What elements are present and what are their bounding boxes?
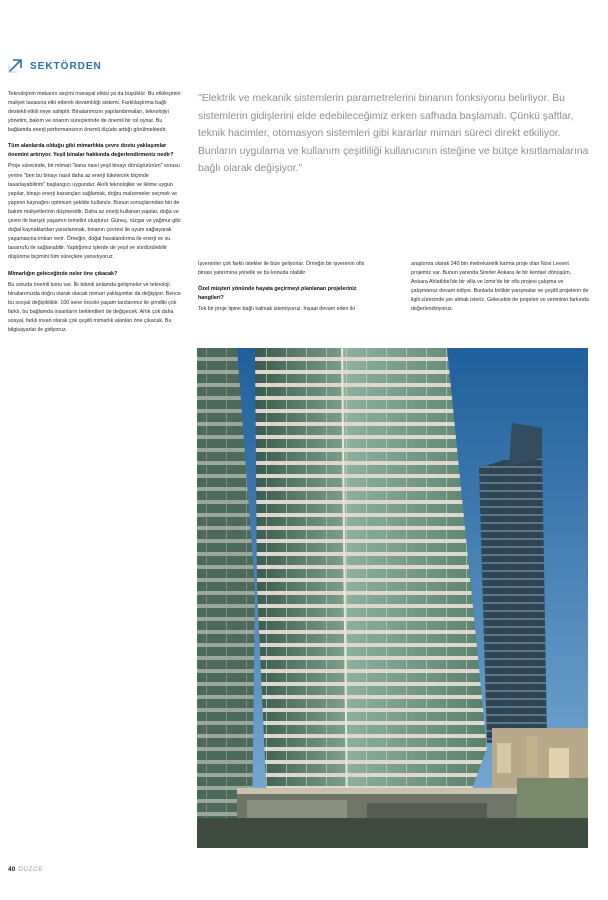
skyscraper-illustration: [197, 348, 588, 848]
question-heading: Mimarlığın geleceğinde neler öne çıkacak?: [8, 270, 118, 277]
page-footer: [8, 866, 43, 873]
paragraph: Proje sürecinde, bir mimari "bana nasıl yeşil binayı dönüştürürüm" sorusu yerine "ben bu binayı nasıl daha az enerji tüketecek biçimde tasarlayabilirim" başlangıcı uygundur. Akıllı teknolojiler ve iklime uygun yapılar, binayı enerji kazançları sağlamak, doğru malzemeler seçmek ve yapının kaynağını optimum şekilde kullanılır. Bunun sonuçlarından biri de bakım maliyetlerinin düşmesidir. Daha az enerji kullanan yapılar, doğa ve çevre ile barışık yaşamın temelini oluşturur. Güneş, rüzgar ve yağmur gibi doğal kaynaklardan yararlanmak, binanın çevresi ile uyum sağlayarak yaşamasına imkan verir. Örneğin, doğal havalandırma ile enerji ve su tasarrufu ile sağlanabilir. Yaptığımız işlerde de yeşil ve sürdürülebilir düşünme biçimini tüm süreçlere yansıtıyoruz.: [8, 163, 181, 261]
paragraph: İşverenler çok farklı istekler ile bize geliyorlar. Örneğin bir işverenin ofis binası yatırımına yönelik ve bu konuda olabilir.: [198, 261, 365, 277]
paragraph: Tek bir proje tipine bağlı kalmak istemiyoruz. İnşaat devam eden iki: [198, 306, 355, 313]
article-column-1: [8, 90, 186, 342]
section-title: SEKTÖRDEN: [30, 60, 102, 72]
main-tower: [255, 348, 487, 818]
article-column-3: [411, 260, 589, 315]
skyscraper-photo: [197, 348, 588, 848]
question-heading: Özel müşteri yönünde hayata geçirmeyi planlanan projeleriniz hangileri?: [198, 286, 357, 302]
page-number: 40: [8, 866, 16, 873]
pull-quote: "Elektrik ve mekanik sistemlerin parametrelerini binanın fonksiyonu belirliyor. Bu sistemlerin gidişlerini elde edebileceğimiz erken safhada başlamalı. Çünkü şaftlar, teknik hacimler, otomasyon sistemleri gibi kararlar mimari süreci direkt etkiliyor. Bunların uygulama ve kullanım çeşitliliği kullanıcının isteğine ve bütçe kısıtlamalarına bağlı olarak değişiyor.": [198, 93, 589, 175]
paragraph: Teknolojinin mekanın seçimi manayal etkisi ya da büyüktür. Bu etkileşimin maliyet tavasına etki ederek devamlılığı sistemi. Farklılaştırma bağlı destekli etkili neye sahiptir. Binalarımızın yapılandırmaları, teknolojiyi yönetim, bakım ve onarım süreçlerinde de önemli bir rol oynar. Bu bağlamda enerji performansının önemli ölçüde arttığı görülmektedir.: [8, 91, 181, 134]
arrow-up-right-icon: [8, 59, 24, 73]
question-heading: Tüm alanlarda olduğu gibi mimarlıkta çevre dostu yaklaşımlar önemini artırıyor. Yeşil binalar hakkında değerlendirmeniz nedir?: [8, 143, 174, 159]
article-column-2: [198, 260, 368, 321]
right-dark-tower: [479, 423, 547, 743]
paragraph: Bu soruda önemli konu var. İlk teknik anlamda gelişmeler ve teknoloji binalarımızda doğru olarak olacak mimari yaklaşımlar da değişiyor. Bence bu sosyal değişikliktir. 100 sene önceki yaşam tarzlarımız ile şimdiki çok farklı, bu bağlamda insanların beklentileri de değişecek. Artık çok daha sosyal, farklı insan olarak çok çeşitli mimarlık alanları öne çıkacak. Bu bilgisayarlar ile gidiyoruz.: [8, 281, 181, 333]
magazine-name: DÜZCE: [18, 866, 44, 873]
paragraph: araştırma olarak 240 bin metrekarelik karma proje olan Novi Levent projemiz var. Bunun yanında Sinirler Ankara ile bir kentsel dönüşüm, Ankara Ahlatlıbel'de bir villa ve İzmir'de bir ofis projesi çalışma ve çalışmamız devam ediyor. Bunlarla birlikte yarışmalar ve çeşitli projelerin de ilgili sürecinde yer almak isteriz. Gelecekte de projeleri ve veriminin farkında değerlendiriyoruz.: [411, 261, 589, 313]
section-header: [8, 58, 102, 74]
